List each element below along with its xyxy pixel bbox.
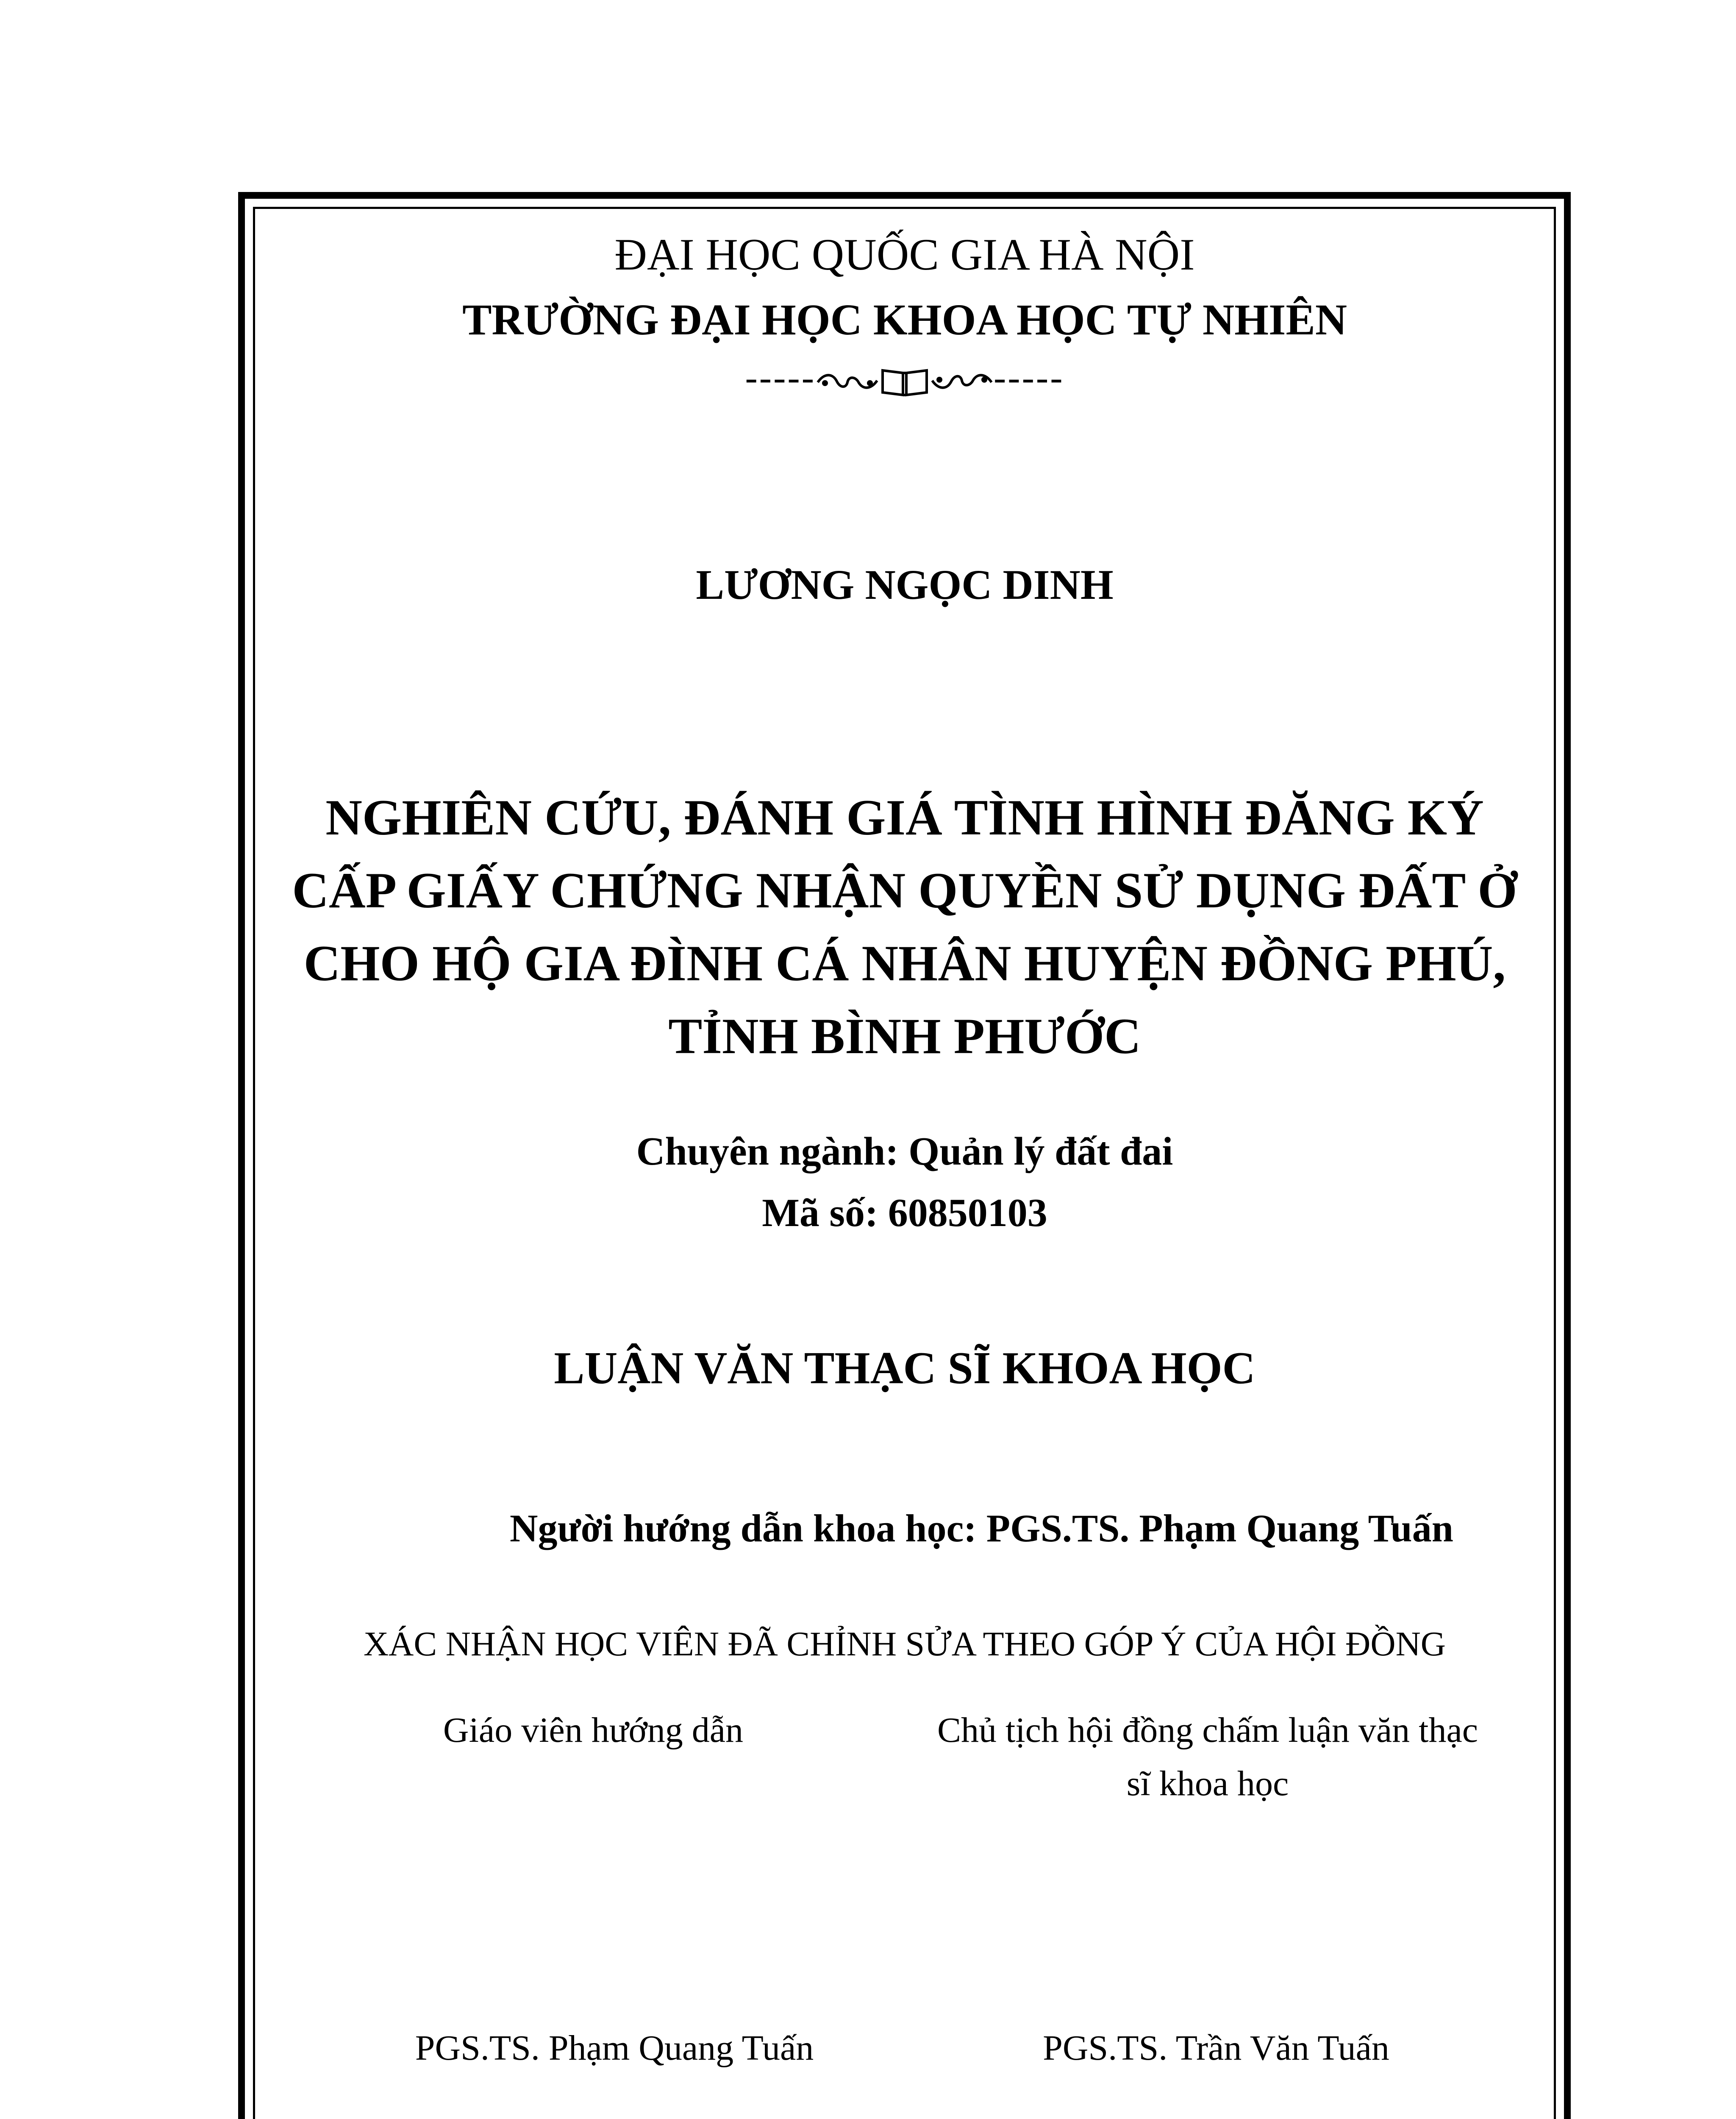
university-name: ĐẠI HỌC QUỐC GIA HÀ NỘI: [614, 230, 1195, 279]
author-name: LƯƠNG NGỌC DINH: [696, 561, 1114, 608]
degree-label: LUẬN VĂN THẠC SĨ KHOA HỌC: [554, 1343, 1255, 1393]
flourish-icon-right: [930, 369, 994, 394]
major-code: Mã số: 60850103: [762, 1191, 1047, 1235]
ornament-divider: [254, 359, 1555, 398]
signature-left-title: Giáo viên hướng dẫn: [443, 1710, 744, 1750]
thesis-title: NGHIÊN CỨU, ĐÁNH GIÁ TÌNH HÌNH ĐĂNG KÝ CẤP GIẤY CHỨNG NHẬN QUYỀN SỬ DỤNG ĐẤT Ở CHO HỘ GIA ĐÌNH CÁ NHÂN HUYỆN ĐỒNG PHÚ, TỈNH BÌNH PHƯỚC: [292, 789, 1517, 1064]
signature-right-title: Chủ tịch hội đồng chấm luận văn thạc sĩ khoa học: [937, 1710, 1478, 1803]
school-name: TRƯỜNG ĐẠI HỌC KHOA HỌC TỰ NHIÊN: [462, 295, 1347, 344]
major-label: Chuyên ngành: Quản lý đất đai: [636, 1129, 1173, 1174]
signature-left-name: PGS.TS. Phạm Quang Tuấn: [415, 2028, 814, 2068]
advisor-line: Người hướng dẫn khoa học: PGS.TS. Phạm Quang Tuấn: [510, 1507, 1453, 1550]
open-book-icon: [879, 364, 930, 398]
flourish-icon: [816, 369, 879, 394]
ornament-dashes-left: -----: [745, 357, 816, 398]
signature-right-name: PGS.TS. Trần Văn Tuấn: [1043, 2028, 1389, 2068]
revision-confirmation: XÁC NHẬN HỌC VIÊN ĐÃ CHỈNH SỬA THEO GÓP Ý CỦA HỘI ĐỒNG: [363, 1624, 1446, 1663]
ornament-dashes-right: -----: [994, 357, 1064, 398]
